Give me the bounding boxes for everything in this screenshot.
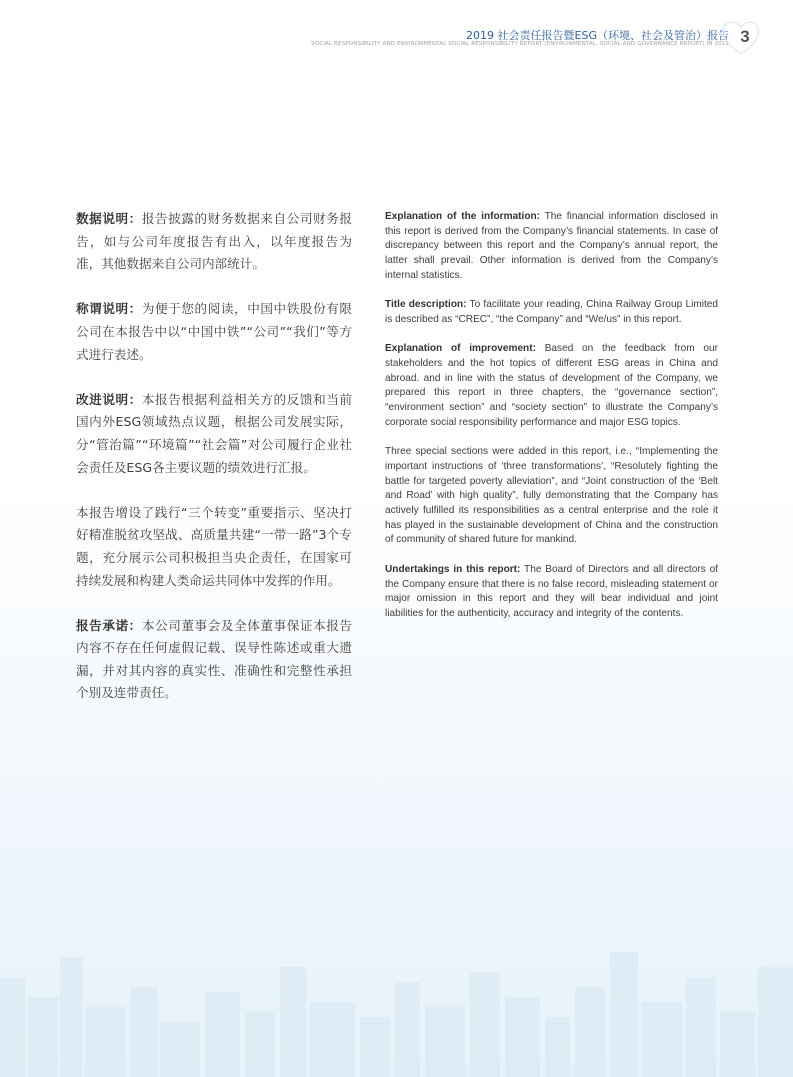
cn-label: 报告承诺： <box>76 617 142 633</box>
cn-text: 本报告根据利益相关方的反馈和当前国内外ESG领域热点议题，根据公司发展实际，分“管治篇”“环境篇”“社会篇”对公司履行企业社会责任及ESG各主要议题的绩效进行汇报。 <box>76 391 353 475</box>
report-title-cn: 2019 社会责任报告暨ESG（环境、社会及管治）报告 <box>466 29 729 42</box>
cn-paragraph-data <box>76 208 352 276</box>
cn-text: 报告披露的财务数据来自公司财务报告，如与公司年度报告有出入，以年度报告为准，其他数据来自公司内部统计。 <box>76 211 353 272</box>
en-paragraph-undertaking <box>385 563 718 622</box>
en-text: The Board of Directors and all directors of the Company ensure that there is no false record, misleading statement or major omission in this report and they will bear individual and joint liabilities for the authenticity, accuracy and integrity of the contents. <box>385 563 718 619</box>
cn-paragraph-improvement <box>76 389 352 479</box>
en-text: Based on the feedback from our stakeholders and the hot topics of different ESG areas in China and abroad. and in line with the status of development of the Company, we prepared this report in three chapters, the “governance section”, “environment section” and “society section” to illustrate the Company’s corporate social responsibility performance and major ESG topics. <box>385 343 718 428</box>
en-text: To facilitate your reading, China Railway Group Limited is described as “CREC”, “the Company” and “We/us” in this report. <box>385 299 718 325</box>
en-label: Explanation of the information: <box>385 211 541 222</box>
en-paragraph-improvement <box>385 342 718 430</box>
city-skyline-background <box>0 937 793 1077</box>
en-paragraph-special <box>385 445 718 548</box>
en-text: The financial information disclosed in this report is derived from the Company’s financial statements. In case of discrepancy between this report and the Company’s annual report, the latter shall prevail. Other information is derived from the Company’s internal statistics. <box>385 211 718 281</box>
en-label: Explanation of improvement: <box>385 343 536 355</box>
cn-label: 改进说明： <box>76 391 142 407</box>
cn-text: 为便于您的阅读，中国中铁股份有限公司在本报告中以“中国中铁”“公司”“我们”等方式进行表述。 <box>76 301 353 362</box>
cn-paragraph-special <box>76 502 352 592</box>
en-label: Undertakings in this report: <box>385 563 521 575</box>
cn-paragraph-title <box>76 298 352 366</box>
page-number: 3 <box>740 27 750 46</box>
english-column <box>385 210 718 636</box>
cn-label: 数据说明： <box>76 211 142 226</box>
en-paragraph-title <box>385 298 718 327</box>
cn-text: 本报告增设了践行“三个转变”重要指示、坚决打好精准脱贫攻坚战、高质量共建“一带一路”3个专题，充分展示公司积极担当央企责任，在国家可持续发展和构建人类命运共同体中发挥的作用。 <box>76 504 352 588</box>
en-text: Three special sections were added in this report, i.e., “Implementing the important instructions of ‘three transformations’, “Resolutely fighting the battle for targeted poverty alleviation”, and “Joint construction of the ‘Belt and Road’ with high quality”, fully demonstrating that the Company has actively fulfilled its responsibilities as a central enterprise and the role it has played in the sustainable development of China and the construction of community of shared future for mankind. <box>385 446 718 546</box>
en-paragraph-information <box>385 210 718 284</box>
cn-label: 称谓说明： <box>76 301 142 317</box>
en-label: Title description: <box>385 299 467 311</box>
report-title-en: SOCIAL RESPONSIBILITY AND ENVIRONMENTAL SOCIAL RESPONSIBILITY REPORT (ENVIRONMENTAL, SOCIAL AND GOVERNANCE REPORT) IN 2019 <box>311 41 729 47</box>
cn-text: 本公司董事会及全体董事保证本报告内容不存在任何虚假记载、误导性陈述或重大遗漏，并对其内容的真实性、准确性和完整性承担个别及连带责任。 <box>76 617 353 701</box>
chinese-column <box>76 208 352 728</box>
cn-paragraph-undertaking <box>76 615 352 705</box>
